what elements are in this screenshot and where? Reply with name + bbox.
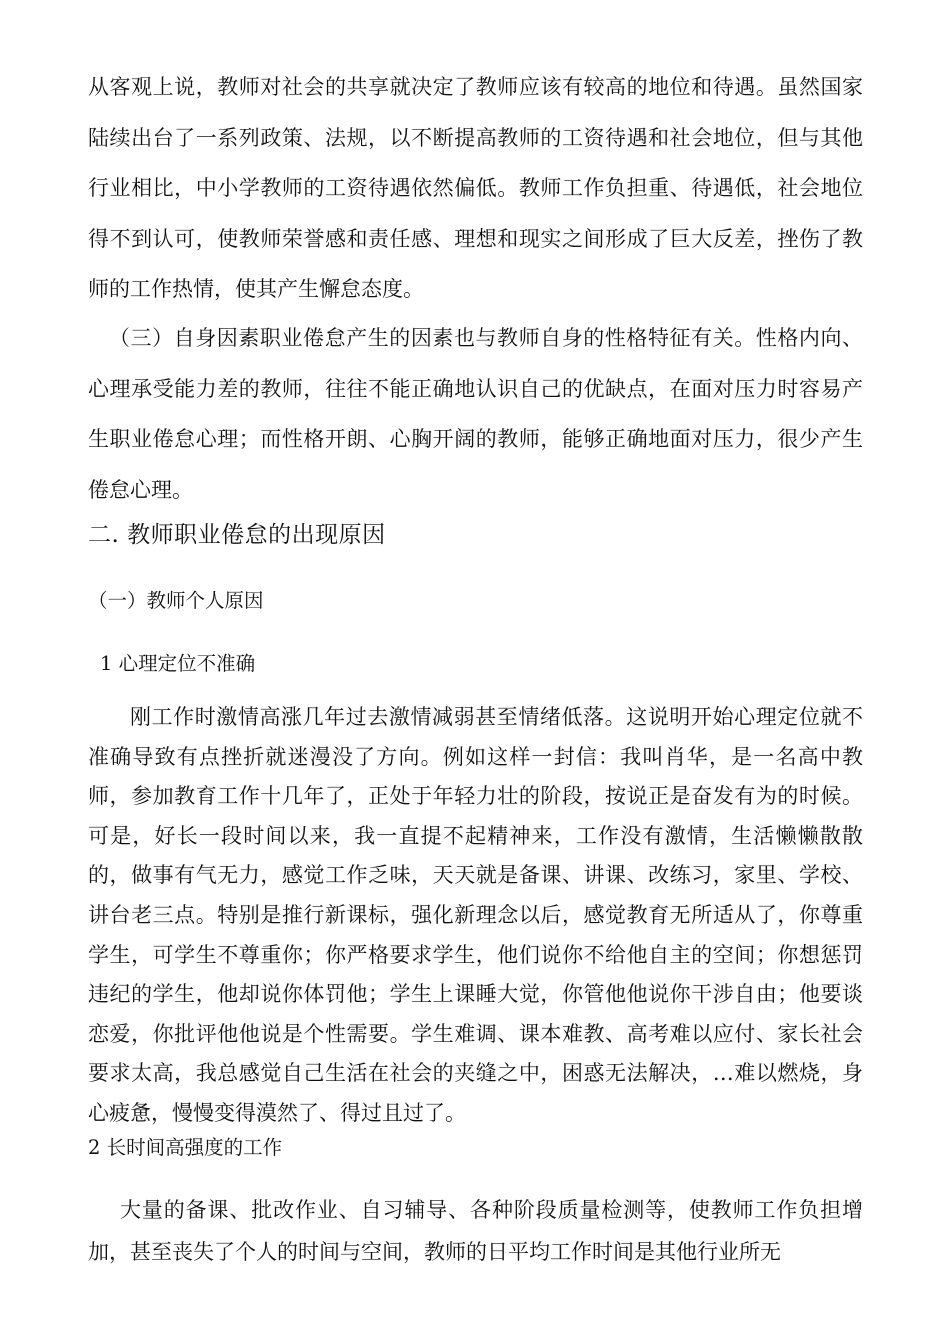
subheading-personal-reasons: （一）教师个人原因 — [88, 589, 264, 612]
paragraph-letter-example: 刚工作时激情高涨几年过去激情减弱甚至情绪低落。这说明开始心理定位就不准确导致有点挫折就迷漫没了方向。例如这样一封信：我叫肖华，是一名高中教师，参加教育工作十几年了，正处于年轻力壮的阶段，按说正是奋发有为的时候。可是，好长一段时间以来，我一直提不起精神来，工作没有激情，生活懒懒散散的，做事有气无力，感觉工作乏味，天天就是备课、讲课、改练习，家里、学校、讲台老三点。特别是推行新课标，强化新理念以后，感觉教育无所适从了，你尊重学生，可学生不尊重你；你严格要求学生，他们说你不给他自主的空间；你想惩罚违纪的学生，他却说你体罚他；学生上课睡大觉，你管他他说你干涉自由；他要谈恋爱，你批评他他说是个性需要。学生难调、课本难教、高考难以应付、家长社会要求太高，我总感觉自己生活在社会的夹缝之中，困惑无法解决，…难以燃烧，身心疲惫，慢慢变得漠然了、得过且过了。 — [88, 705, 863, 1125]
paragraph-teacher-status: 从客观上说，教师对社会的共享就决定了教师应该有较高的地位和待遇。虽然国家陆续出台了一系列政策、法规，以不断提高教师的工资待遇和社会地位，但与其他行业相比，中小学教师的工资待遇依然偏低。教师工作负担重、待遇低，社会地位得不到认可，使教师荣誉感和责任感、理想和现实之间形成了巨大反差，挫伤了教师的工作热情，使其产生懈怠态度。 — [88, 75, 863, 301]
paragraph-self-factors: （三）自身因素职业倦怠产生的因素也与教师自身的性格特征有关。性格内向、心理承受能力差的教师，往往不能正确地认识自己的优缺点，在面对压力时容易产生职业倦怠心理；而性格开朗、心胸开阔的教师，能够正确地面对压力，很少产生倦怠心理。 — [88, 326, 863, 502]
section-heading-causes: 二. 教师职业倦怠的出现原因 — [88, 522, 386, 548]
subheading-psychological-positioning: 1 心理定位不准确 — [100, 652, 256, 675]
subheading-long-hours: 2 长时间高强度的工作 — [88, 1136, 283, 1159]
paragraph-workload: 大量的备课、批改作业、自习辅导、各种阶段质量检测等，使教师工作负担增加，甚至丧失了个人的时间与空间，教师的日平均工作时间是其他行业所无 — [88, 1198, 863, 1264]
